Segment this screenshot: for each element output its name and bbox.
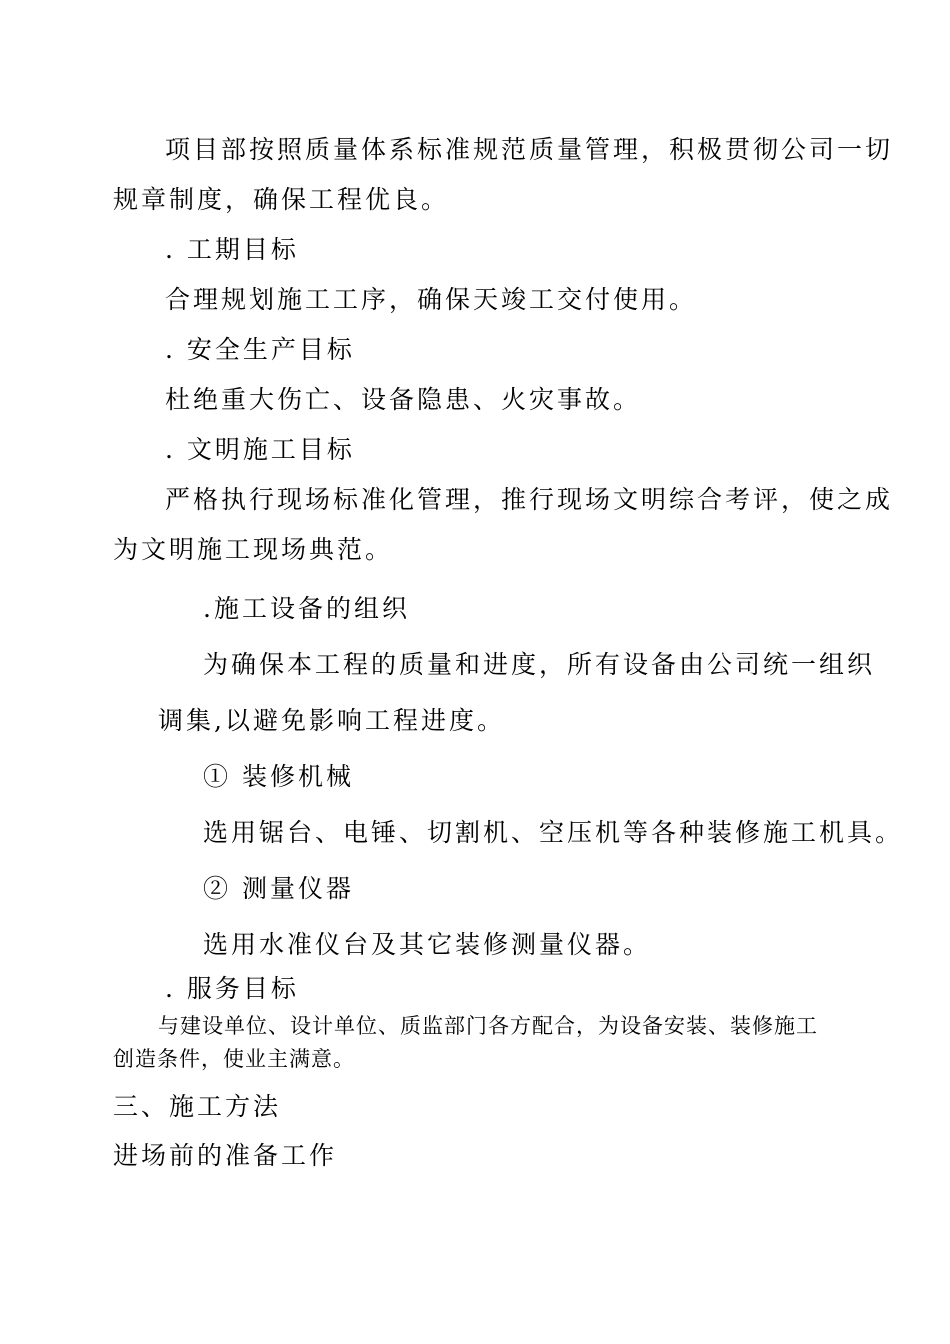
section-heading-construction-method: 三、施工方法 bbox=[113, 1092, 282, 1121]
paragraph-service-line-1: 与建设单位、设计单位、质监部门各方配合，为设备安装、装修施工 bbox=[158, 1014, 818, 1038]
paragraph-quality-line-2: 规章制度，确保工程优良。 bbox=[113, 185, 450, 214]
item-decoration-machinery: ① 装修机械 bbox=[203, 762, 354, 791]
paragraph-schedule: 合理规划施工工序，确保天竣工交付使用。 bbox=[165, 285, 698, 314]
heading-schedule-goal: . 工期目标 bbox=[165, 235, 299, 264]
heading-equipment-organization: .施工设备的组织 bbox=[203, 594, 410, 623]
paragraph-quality-line-1: 项目部按照质量体系标准规范质量管理，积极贯彻公司一切 bbox=[165, 135, 894, 164]
paragraph-equipment-line-2: 调集,以避免影响工程进度。 bbox=[158, 706, 505, 735]
paragraph-measuring-instruments: 选用水准仪台及其它装修测量仪器。 bbox=[203, 930, 652, 959]
paragraph-safety: 杜绝重大伤亡、设备隐患、火灾事故。 bbox=[165, 385, 642, 414]
heading-safety-goal: . 安全生产目标 bbox=[165, 335, 355, 364]
heading-service-goal: . 服务目标 bbox=[165, 974, 299, 1003]
paragraph-decoration-machinery: 选用锯台、电锤、切割机、空压机等各种装修施工机具。 bbox=[203, 818, 904, 847]
paragraph-civilized-line-2: 为文明施工现场典范。 bbox=[113, 535, 394, 564]
heading-civilized-construction-goal: . 文明施工目标 bbox=[165, 435, 355, 464]
paragraph-service-line-2: 创造条件，使业主满意。 bbox=[113, 1047, 355, 1071]
paragraph-civilized-line-1: 严格执行现场标准化管理，推行现场文明综合考评，使之成 bbox=[165, 485, 894, 514]
item-measuring-instruments: ② 测量仪器 bbox=[203, 874, 354, 903]
subheading-preparation-work: 进场前的准备工作 bbox=[113, 1141, 338, 1170]
paragraph-equipment-line-1: 为确保本工程的质量和进度，所有设备由公司统一组织 bbox=[203, 650, 876, 679]
